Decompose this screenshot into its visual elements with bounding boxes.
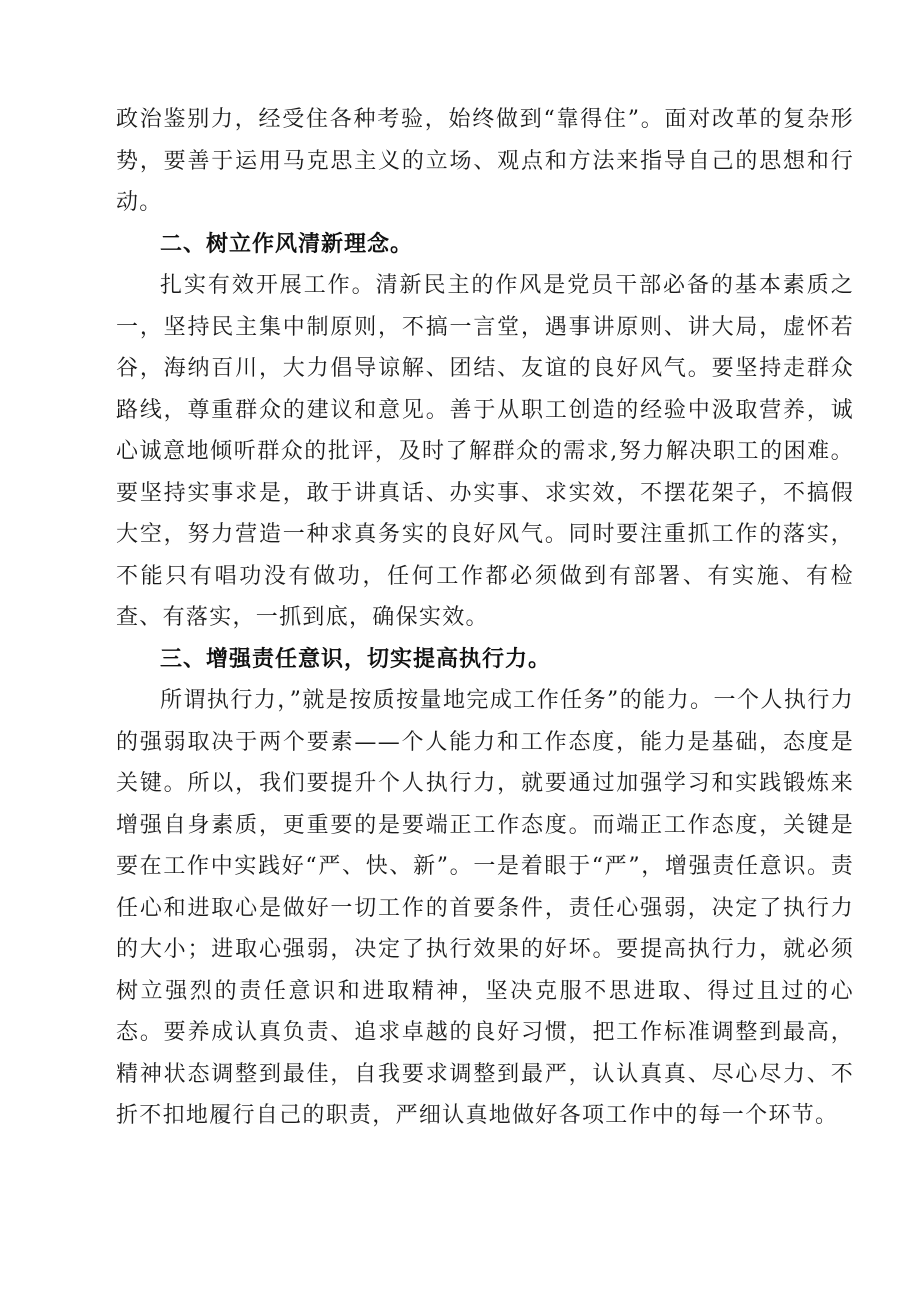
section-heading-2: 二、树立作风清新理念。 (160, 231, 414, 257)
paragraph-style-work: 扎实有效开展工作。清新民主的作风是党员干部必备的基本素质之一，坚持民主集中制原则，不搞一言堂，遇事讲原则、讲大局，虚怀若谷，海纳百川，大力倡导谅解、团结、友谊的良好风气。要坚持走群众路线，尊重群众的建议和意见。善于从职工创造的经验中汲取营养，诚心诚意地倾听群众的批评，及时了解群众的需求,努力解决职工的困难。要坚持实事求是，敢于讲真话、办实事、求实效，不摆花架子，不搞假大空，努力营造一种求真务实的良好风气。同时要注重抓工作的落实，不能只有唱功没有做功，任何工作都必须做到有部署、有实施、有检查、有落实，一抓到底，确保实效。 (116, 273, 854, 630)
paragraph-execution: 所谓执行力，”就是按质按量地完成工作任务”的能力。一个人执行力的强弱取决于两个要素——个人能力和工作态度，能力是基础，态度是关键。所以，我们要提升个人执行力，就要通过加强学习和实践锻炼来增强自身素质，更重要的是要端正工作态度。而端正工作态度，关键是要在工作中实践好“严、快、新”。一是着眼于“严”，增强责任意识。责任心和进取心是做好一切工作的首要条件，责任心强弱，决定了执行力的大小；进取心强弱，决定了执行效果的好坏。要提高执行力，就必须树立强烈的责任意识和进取精神，坚决克服不思进取、得过且过的心态。要养成认真负责、追求卓越的良好习惯，把工作标准调整到最高，精神状态调整到最佳，自我要求调整到最严，认认真真、尽心尽力、不折不扣地履行自己的职责，严细认真地做好各项工作中的每一个环节。 (116, 688, 854, 1128)
document-body (116, 99, 854, 1137)
paragraph-continuation: 政治鉴别力，经受住各种考验，始终做到“靠得住”。面对改革的复杂形势，要善于运用马克思主义的立场、观点和方法来指导自己的思想和行动。 (116, 107, 854, 215)
section-heading-3: 三、增强责任意识，切实提高执行力。 (160, 646, 552, 672)
